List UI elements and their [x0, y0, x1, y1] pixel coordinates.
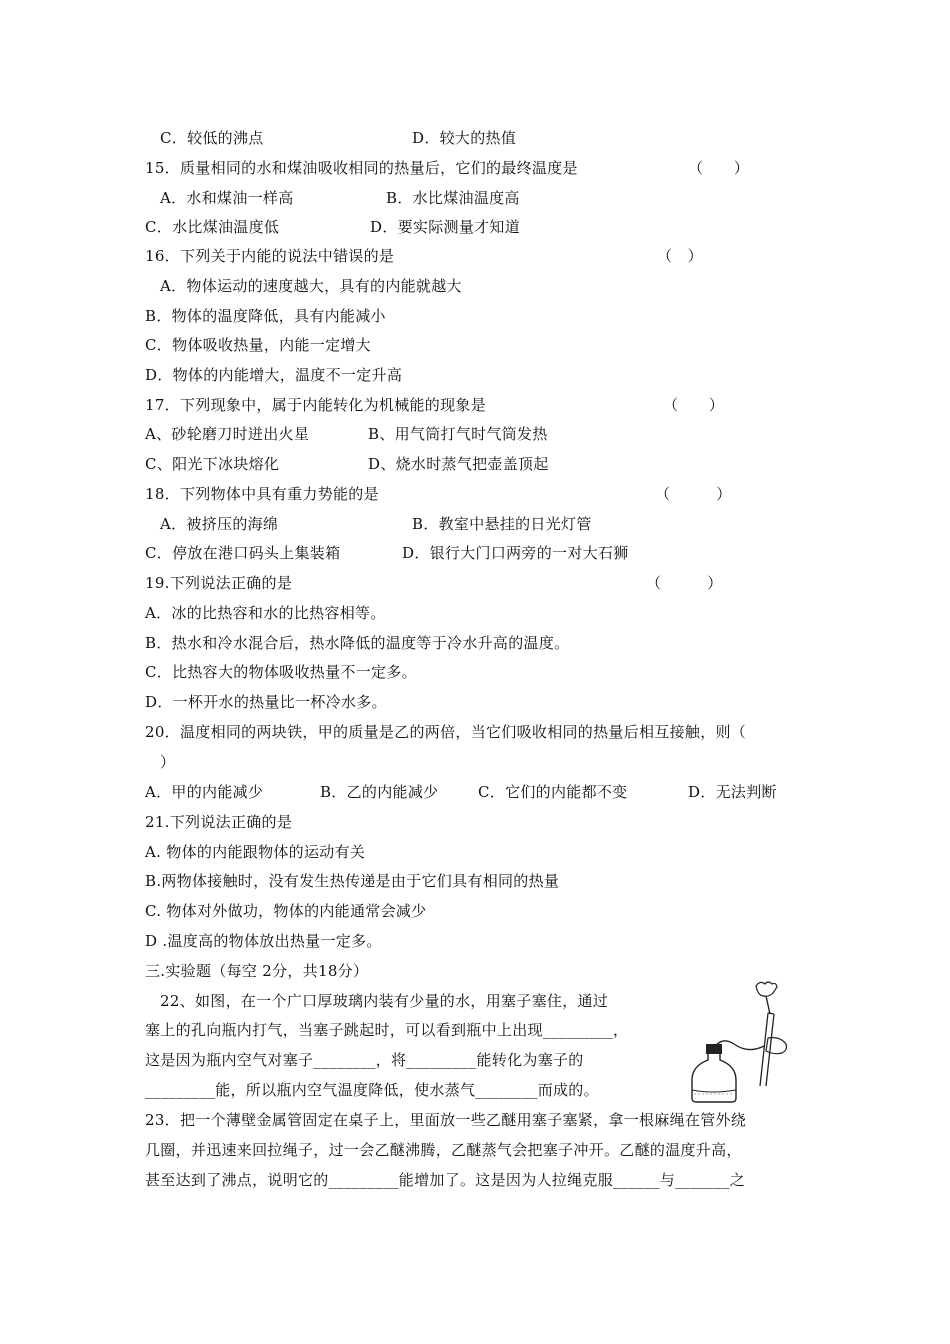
- q20-option-d: D．无法判断: [688, 783, 777, 801]
- q20-stem-continued: ）: [160, 753, 176, 771]
- q19-option-c: C．比热容大的物体吸收热量不一定多。: [145, 663, 417, 681]
- q17-stem: 17．下列现象中，属于内能转化为机械能的现象是: [145, 396, 486, 414]
- q23-line-3: 甚至达到了沸点，说明它的_________能增加了。这是因为人拉绳克服______与_______之: [145, 1171, 746, 1189]
- q18-answer-bracket: （ ）: [655, 485, 732, 503]
- q17-option-a: A、砂轮磨刀时迸出火星: [145, 425, 310, 443]
- q18-option-a: A．被挤压的海绵: [160, 515, 279, 533]
- q21-stem: 21.下列说法正确的是: [145, 813, 293, 831]
- q18-stem: 18．下列物体中具有重力势能的是: [145, 485, 379, 503]
- q18-option-b: B．教室中悬挂的日光灯管: [412, 515, 592, 533]
- q23-line-2: 几圈，并迅速来回拉绳子，过一会乙醚沸腾，乙醚蒸气会把塞子冲开。乙醚的温度升高，: [145, 1141, 742, 1159]
- q22-line-2: 塞上的孔向瓶内打气，当塞子跳起时，可以看到瓶中上出现_________，: [145, 1021, 629, 1039]
- q16-answer-bracket: （ ）: [657, 247, 703, 265]
- q15-option-c: C．水比煤油温度低: [145, 218, 280, 236]
- q19-option-d: D．一杯开水的热量比一杯冷水多。: [145, 693, 387, 711]
- q21-option-a: A. 物体的内能跟物体的运动有关: [145, 843, 366, 861]
- q22-line-3: 这是因为瓶内空气对塞子________，将_________能转化为塞子的: [145, 1051, 584, 1069]
- q22-line-4: _________能，所以瓶内空气温度降低，使水蒸气________而成的。: [145, 1081, 599, 1099]
- q15-option-d: D．要实际测量才知道: [370, 218, 521, 236]
- q18-option-c: C．停放在港口码头上集装箱: [145, 544, 341, 562]
- q15-option-b: B．水比煤油温度高: [386, 189, 520, 207]
- q14-option-c: C．较低的沸点: [160, 129, 264, 147]
- q17-option-b: B、用气筒打气时气筒发热: [368, 425, 548, 443]
- q14-option-d: D．较大的热值: [412, 129, 517, 147]
- q16-option-b: B．物体的温度降低，具有内能减小: [145, 307, 386, 325]
- q20-option-c: C．它们的内能都不变: [478, 783, 628, 801]
- q20-option-b: B．乙的内能减少: [320, 783, 439, 801]
- q16-stem: 16．下列关于内能的说法中错误的是: [145, 247, 395, 265]
- q19-option-b: B．热水和冷水混合后，热水降低的温度等于冷水升高的温度。: [145, 634, 570, 652]
- q15-stem: 15．质量相同的水和煤油吸收相同的热量后，它们的最终温度是: [145, 159, 578, 177]
- q15-option-a: A．水和煤油一样高: [160, 189, 294, 207]
- q23-line-1: 23．把一个薄壁金属管固定在桌子上，里面放一些乙醚用塞子塞紧，拿一根麻绳在管外绕: [145, 1111, 747, 1129]
- q18-option-d: D．银行大门口两旁的一对大石狮: [402, 544, 629, 562]
- q21-option-c: C. 物体对外做功，物体的内能通常会减少: [145, 902, 427, 920]
- q20-option-a: A．甲的内能减少: [145, 783, 264, 801]
- q16-option-a: A．物体运动的速度越大，具有的内能就越大: [160, 277, 462, 295]
- q21-option-d: D .温度高的物体放出热量一定多。: [145, 932, 382, 950]
- q17-option-d: D、烧水时蒸气把壶盖顶起: [368, 455, 549, 473]
- q21-option-b: B.两物体接触时，没有发生热传递是由于它们具有相同的热量: [145, 872, 560, 890]
- q19-stem: 19.下列说法正确的是: [145, 574, 293, 592]
- q22-line-1: 22、如图，在一个广口厚玻璃内装有少量的水，用塞子塞住，通过: [160, 992, 609, 1010]
- q19-option-a: A．冰的比热容和水的比热容相等。: [145, 604, 386, 622]
- q17-answer-bracket: （ ）: [663, 396, 725, 414]
- q19-answer-bracket: （ ）: [646, 574, 723, 592]
- q16-option-c: C．物体吸收热量，内能一定增大: [145, 336, 371, 354]
- q20-stem: 20．温度相同的两块铁，甲的质量是乙的两倍，当它们吸收相同的热量后相互接触，则（: [145, 723, 747, 741]
- section-heading: 三.实验题（每空 2分，共18分）: [145, 962, 369, 980]
- q15-answer-bracket: （ ）: [688, 159, 750, 177]
- q16-option-d: D．物体的内能增大，温度不一定升高: [145, 366, 403, 384]
- bottle-pump-figure: [684, 978, 804, 1103]
- q17-option-c: C、阳光下冰块熔化: [145, 455, 280, 473]
